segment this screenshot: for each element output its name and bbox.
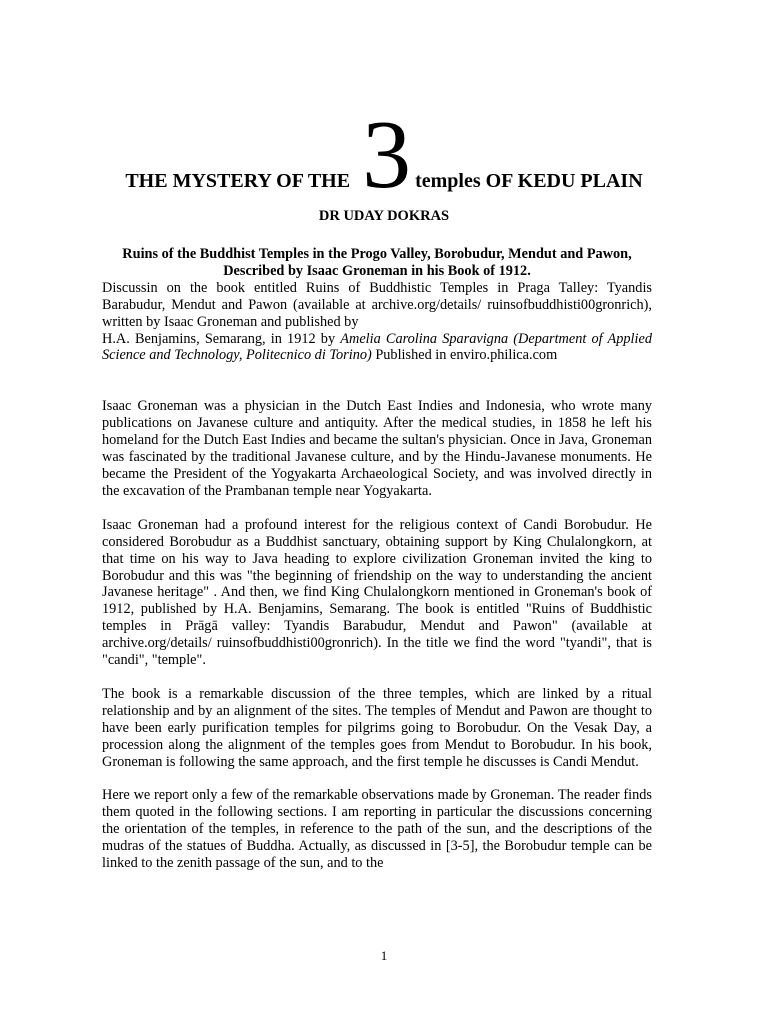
document-body: [102, 246, 652, 872]
spacer: [102, 770, 652, 787]
spacer: [102, 500, 652, 517]
paragraph-2: Isaac Groneman had a profound interest for the religious context of Candi Borobudur. He considered Borobudur as a Buddhist sanctuary, obtaining support by King Chulalongkorn, at that time on his way to Java heading to explore civilization Groneman invited the king to Borobudur and this was "the beginning of friendship on the way to understanding the ancient Javanese heritage" . And then, we find King Chulalongkorn mentioned in Groneman's book of 1912, published by H.A. Benjamins, Semarang. The book is entitled "Ruins of Buddhistic temples in Prāgā valley: Tyandis Barabudur, Mendut and Pawon" (available at archive.org/details/ ruinsofbuddhisti00gronrich). In the title we find the word "tyandi", that is "candi", "temple".: [102, 516, 652, 669]
paragraph-3: The book is a remarkable discussion of the three temples, which are linked by a ritual relationship and by an alignment of the sites. The temples of Mendut and Pawon are thought to have been early purification temples for pilgrims going to Borobudur. On the Vesak Day, a procession along the alignment of the temples goes from Mendut to Borobudur. In his book, Groneman is following the same approach, and the first temple he discusses is Candi Mendut.: [102, 685, 652, 770]
title-lead: THE MYSTERY OF THE: [125, 170, 351, 192]
title-tail: temples OF KEDU PLAIN: [415, 170, 643, 192]
spacer: [102, 364, 652, 398]
title-number: 3: [362, 101, 412, 209]
intro-citation: [102, 331, 652, 365]
document-title: [0, 101, 768, 209]
spacer: [102, 669, 652, 686]
author-name: DR UDAY DOKRAS: [318, 208, 450, 224]
intro-publisher: H.A. Benjamins, Semarang, in 1912 by: [102, 330, 341, 347]
intro-line-1: Discussin on the book entitled Ruins of Buddhistic Temples in Praga Talley: Tyandis Barabudur, Mendut and Pawon (available at archive.org/details/ ruinsofbuddhisti00gronrich), written by Isaac Groneman and published by: [102, 279, 652, 330]
page-number: 1: [380, 948, 388, 963]
paragraph-1: Isaac Groneman was a physician in the Dutch East Indies and Indonesia, who wrote many publications on Javanese culture and antiquity. After the medical studies, in 1858 he left his homeland for the Dutch East Indies and became the sultan's physician. Once in Java, Groneman was fascinated by the traditional Javanese culture, and by the Hindu-Javanese monuments. He became the President of the Yogyakarta Archaeological Society, and was involved directly in the excavation of the Prambanan temple near Yogyakarta.: [102, 398, 652, 499]
intro-published-in: Published in enviro.philica.com: [371, 347, 558, 364]
paragraph-4: Here we report only a few of the remarkable observations made by Groneman. The reader finds them quoted in the following sections. I am reporting in particular the discussions concerning the orientation of the temples, in reference to the path of the sun, and the descriptions of the mudras of the statues of Buddha. Actually, as discussed in [3-5], the Borobudur temple can be linked to the zenith passage of the sun, and to the: [102, 787, 652, 872]
document-subtitle: Ruins of the Buddhist Temples in the Progo Valley, Borobudur, Mendut and Pawon, Described by Isaac Groneman in his Book of 1912.: [122, 246, 632, 279]
intro-author-affiliation: Amelia Carolina Sparavigna (Department of Applied Science and Technology, Politecnico di Torino): [102, 330, 652, 364]
